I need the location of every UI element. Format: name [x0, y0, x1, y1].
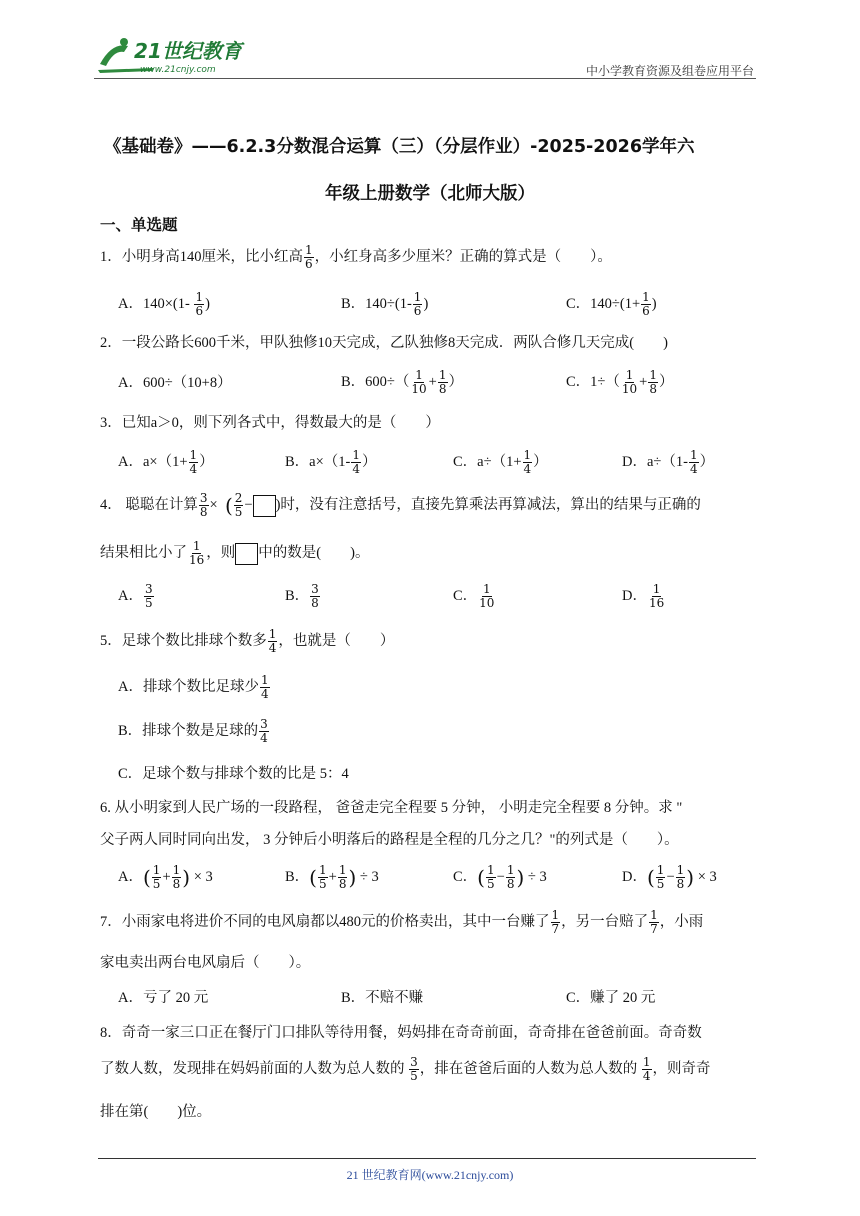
question-2-option-c[interactable]: C．1÷（ $\frac{1}{10}$ + $\frac{1}{8}$ ）: [566, 368, 674, 396]
section-heading: 一、单选题: [100, 216, 178, 234]
question-1-option-a[interactable]: A．140×(1- $\frac{1}{6}$ ): [118, 290, 210, 318]
question-7-stem-line2: 家电卖出两台电风扇后（ ）。: [100, 955, 311, 971]
question-3-option-c[interactable]: C．a÷（1+ $\frac{1}{4}$ ）: [453, 448, 548, 476]
question-1-option-c[interactable]: C．140÷(1+ $\frac{1}{6}$ ): [566, 290, 657, 318]
question-7-option-c[interactable]: C．赚了 20 元: [566, 990, 656, 1006]
question-2-option-a[interactable]: A．600÷（10+8）: [118, 375, 232, 391]
question-6-option-c[interactable]: C．( $\frac{1}{5}$ − $\frac{1}{8}$ ) ÷ 3: [453, 863, 547, 891]
question-7-stem-line1: 7．小雨家电将进价不同的电风扇都以480元的价格卖出，其中一台赚了 $\frac{1}{7}$ ，另一台赔了 $\frac{1}{7}$ ，小雨: [100, 908, 704, 936]
page-title-line2: 年级上册数学（北师大版）: [325, 184, 535, 204]
footer-divider: [98, 1158, 756, 1159]
question-8-stem-line1: 8．奇奇一家三口正在餐厅门口排队等待用餐，妈妈排在奇奇前面，奇奇排在爸爸前面。奇奇数: [100, 1025, 702, 1041]
site-logo: [94, 34, 264, 76]
answer-box: [253, 495, 276, 517]
question-3-option-b[interactable]: B．a×（1- $\frac{1}{4}$ ）: [285, 448, 377, 476]
question-4-stem-line2: 结果相比小了 $\frac{1}{16}$ ，则 中的数是( )。: [100, 539, 370, 567]
question-4-option-b[interactable]: B． $\frac{3}{8}$: [285, 582, 319, 610]
question-6-option-b[interactable]: B．( $\frac{1}{5}$ + $\frac{1}{8}$ ) ÷ 3: [285, 863, 379, 891]
footer-text[interactable]: 21 世纪教育网(www.21cnjy.com): [346, 1168, 514, 1182]
logo-url: www.21cnjy.com: [140, 65, 216, 75]
question-6-option-d[interactable]: D．( $\frac{1}{5}$ − $\frac{1}{8}$ ) × 3: [622, 863, 717, 891]
question-6-stem-line2: 父子两人同时同向出发， 3 分钟后小明落后的路程是全程的几分之几？"的列式是（ ）。: [100, 832, 679, 848]
question-4-option-c[interactable]: C． $\frac{1}{10}$: [453, 582, 495, 610]
question-3-option-a[interactable]: A．a×（1+ $\frac{1}{4}$ ）: [118, 448, 214, 476]
question-1-option-b[interactable]: B．140÷(1- $\frac{1}{6}$ ): [341, 290, 429, 318]
question-4-option-a[interactable]: A． $\frac{3}{5}$: [118, 582, 153, 610]
question-3-option-d[interactable]: D．a÷（1- $\frac{1}{4}$ ）: [622, 448, 715, 476]
question-5-option-a[interactable]: A．排球个数比足球少 $\frac{1}{4}$: [118, 673, 269, 701]
answer-box: [235, 543, 258, 565]
question-4-option-d[interactable]: D． $\frac{1}{16}$: [622, 582, 665, 610]
question-8-stem-line3: 排在第( )位。: [100, 1104, 212, 1120]
question-1-stem: 1．小明身高140厘米，比小红高 $\frac{1}{6}$ ，小红身高多少厘米？正确的算式是（ ）。: [100, 243, 612, 271]
question-7-option-a[interactable]: A．亏了 20 元: [118, 990, 209, 1006]
question-4-stem-line1: 4． 聪聪在计算 $\frac{3}{8}$ × ( $\frac{2}{5}$ − )时，没有注意括号，直接先算乘法再算减法，算出的结果与正确的: [100, 491, 701, 519]
header-divider: [94, 78, 756, 79]
platform-name: 中小学教育资源及组卷应用平台: [585, 64, 754, 78]
question-6-stem-line1: 6. 从小明家到人民广场的一段路程， 爸爸走完全程要 5 分钟， 小明走完全程要 8 分钟。求 ": [100, 800, 683, 816]
question-2-stem: 2．一段公路长600千米，甲队独修10天完成，乙队独修8天完成．两队合修几天完成( ): [100, 335, 668, 351]
question-5-option-c[interactable]: C．足球个数与排球个数的比是 5：4: [118, 766, 349, 782]
question-5-option-b[interactable]: B．排球个数是足球的 $\frac{3}{4}$: [118, 717, 268, 745]
fraction: $\frac{1}{6}$: [305, 243, 313, 271]
page-title-line1: 《基础卷》——6.2.3分数混合运算（三）（分层作业）-2025-2026学年六: [104, 137, 695, 157]
question-5-stem: 5．足球个数比排球个数多 $\frac{1}{4}$ ，也就是（ ）: [100, 627, 395, 655]
question-3-stem: 3．已知a＞0，则下列各式中，得数最大的是（ ）: [100, 415, 440, 431]
question-2-option-b[interactable]: B．600÷（ $\frac{1}{10}$ + $\frac{1}{8}$ ）: [341, 368, 463, 396]
question-8-stem-line2: 了数人数，发现排在妈妈前面的人数为总人数的 $\frac{3}{5}$ ，排在爸爸后面的人数为总人数的 $\frac{1}{4}$ ，则奇奇: [100, 1055, 711, 1083]
logo-text: 21世纪教育: [134, 39, 242, 63]
question-7-option-b[interactable]: B．不赔不赚: [341, 990, 424, 1006]
question-6-option-a[interactable]: A．( $\frac{1}{5}$ + $\frac{1}{8}$ ) × 3: [118, 863, 213, 891]
